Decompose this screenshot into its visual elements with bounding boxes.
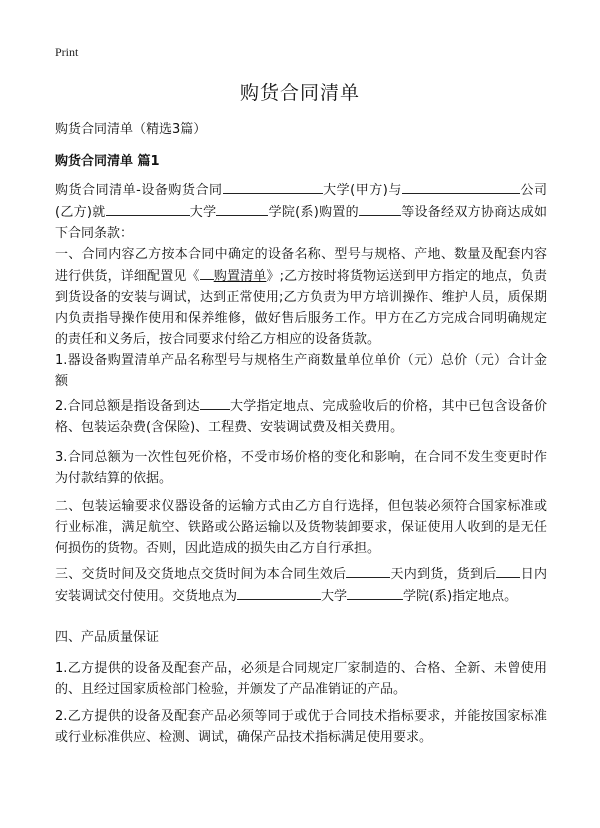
intro-paragraph xyxy=(55,179,547,244)
blank-field xyxy=(359,201,401,216)
intro-text-3: 公司(乙方)就 xyxy=(55,183,547,220)
item-1-paragraph: 1.器设备购置清单产品名称型号与规格生产商数量单位单价（元）总价（元）合计金额 xyxy=(55,353,547,389)
intro-text-6: 等设备经双方协商达成如下合同条款： xyxy=(55,205,547,241)
clause-3-text-3: 日内安装调试交付使用。交货地点为 xyxy=(55,567,547,604)
intro-text-4: 大学 xyxy=(189,205,217,220)
clause-3-text-4: 大学 xyxy=(321,589,348,604)
clause-3-text-2: 天内到货，货到后 xyxy=(390,567,497,582)
print-link[interactable]: Print xyxy=(55,45,79,59)
quality-2-paragraph: 2.乙方提供的设备及配套产品必须等同于或优于合同技术指标要求，并能按国家标准或行业标准供应、检测、调试，确保产品技术指标满足使用要求。 xyxy=(55,709,547,745)
blank-field xyxy=(200,265,214,280)
section-heading: 购货合同清单 篇1 xyxy=(55,154,160,169)
clause-4-heading: 四、产品质量保证 xyxy=(55,630,160,645)
item-2-text-2: 大学指定地点、完成验收后的价格，其中已包含设备价格、包装运杂费(含保险)、工程费、安装调试费及相关费用。 xyxy=(55,399,547,435)
intro-text-5: 学院(系)购置的 xyxy=(268,205,359,220)
page-title: 购货合同清单 xyxy=(239,82,360,104)
clause-2-paragraph: 二、包装运输要求仪器设备的运输方式由乙方自行选择，但包装必须符合国家标准或行业标准，满足航空、铁路或公路运输以及货物装卸要求，保证使用人收到的是无任何损伤的货物。否则，因此造成的损失由乙方自行承担。 xyxy=(55,499,547,556)
clause-1-text-1: 一、合同内容乙方按本合同中确定的设备名称、型号与规格、产地、数量及配套内容进行供货，详细配置见《 xyxy=(55,247,547,284)
quality-1-paragraph: 1.乙方提供的设备及配套产品，必须是合同规定厂家制造的、合格、全新、未曾使用的、且经过国家质检部门检验，并颁发了产品准销证的产品。 xyxy=(55,661,547,697)
item-3-paragraph: 3.合同总额为一次性包死价格，不受市场价格的变化和影响，在合同不发生变更时作为付款结算的依据。 xyxy=(55,450,547,486)
blank-field xyxy=(200,395,230,410)
blank-field xyxy=(216,201,268,216)
clause-1-text-3: 》;乙方按时将货物运送到甲方指定的地点，负责到货设备的安装与调试，达到正常使用;乙方负责为甲方培训操作、维护人员，质保期内负责指导操作使用和保养维修，做好售后服务工作。甲方在乙方完成合同明确规定的责任和义务后，按合同要求付给乙方相应的设备货款。 xyxy=(55,269,547,347)
clause-1-text-2: 购置清单 xyxy=(213,269,267,284)
clause-3-paragraph xyxy=(55,563,547,607)
blank-field xyxy=(237,585,321,600)
intro-text-2: 大学(甲方)与 xyxy=(322,183,402,198)
blank-field xyxy=(223,179,323,194)
clause-3-text-5: 学院(系)指定地点。 xyxy=(403,589,518,604)
document-subtitle: 购货合同清单（精选3篇） xyxy=(55,122,207,137)
item-2-paragraph xyxy=(55,395,547,438)
blank-field xyxy=(402,179,520,194)
blank-field xyxy=(347,585,403,600)
blank-field xyxy=(496,563,520,578)
blank-field xyxy=(346,563,390,578)
clause-3-text-1: 三、交货时间及交货地点交货时间为本合同生效后 xyxy=(55,567,347,582)
item-2-text-1: 2.合同总额是指设备到达 xyxy=(55,399,200,414)
blank-field xyxy=(106,201,190,216)
clause-1-paragraph xyxy=(55,244,547,350)
intro-text-1: 购货合同清单-设备购货合同 xyxy=(55,183,223,198)
